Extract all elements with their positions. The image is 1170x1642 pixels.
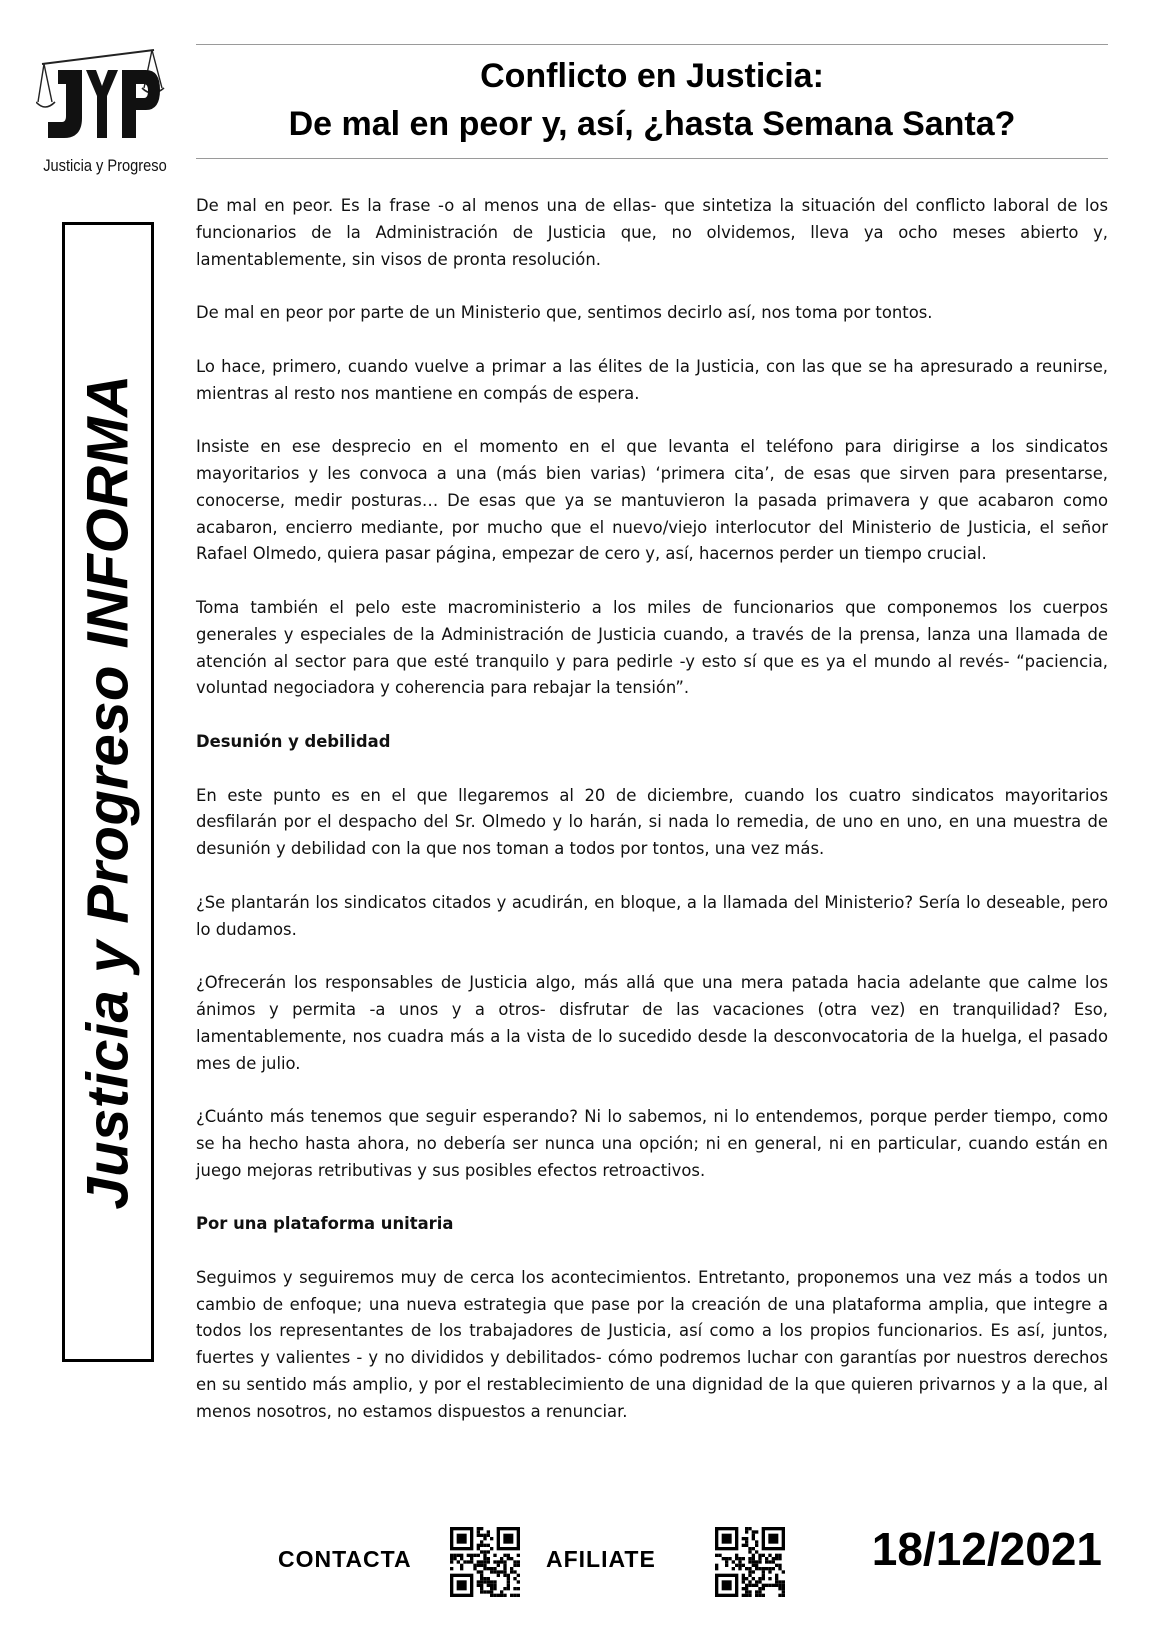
paragraph-5: Toma también el pelo este macroministerio a los miles de funcionarios que componemos los cuerpos generales y especiales de la Administración de Justicia cuando, a través de la prensa, lanza una llamada de atención al sector para que esté tranquilo y para pedirle -y esto sí que es ya el mundo al revés- “paciencia, voluntad negociadora y coherencia para rebajar la tensión”. <box>196 597 1108 698</box>
contact-qr-code[interactable] <box>450 1527 520 1597</box>
affiliate-label: AFILIATE <box>546 1546 656 1572</box>
paragraph-2: De mal en peor por parte de un Ministerio que, sentimos decirlo así, nos toma por tontos. <box>196 303 933 323</box>
title-bottom-rule <box>196 158 1108 159</box>
logo-caption: Justicia y Progreso <box>43 156 167 175</box>
publication-date: 18/12/2021 <box>871 1523 1102 1575</box>
qr-code-icon <box>715 1527 785 1597</box>
affiliate-qr-code[interactable] <box>715 1527 785 1597</box>
paragraph-7: ¿Se plantarán los sindicatos citados y acudirán, en bloque, a la llamada del Ministerio? Sería lo deseable, pero lo dudamos. <box>196 892 1108 939</box>
justice-scales-logo-icon <box>36 40 176 150</box>
title-line-2: De mal en peor y, así, ¿hasta Semana Santa? <box>288 105 1016 143</box>
paragraph-1: De mal en peor. Es la frase -o al menos una de ellas- que sintetiza la situación del conflicto laboral de los funcionarios de la Administración de Justicia que, no olvidemos, lleva ya ocho meses abierto y, lamentablemente, sin visos de pronta resolución. <box>196 196 1108 269</box>
page-title <box>196 52 1108 148</box>
contact-label: CONTACTA <box>278 1546 412 1572</box>
article-body <box>196 193 1108 1452</box>
paragraph-10: Seguimos y seguiremos muy de cerca los acontecimientos. Entretanto, proponemos una vez más a todos un cambio de enfoque; una nueva estrategia que pase por la creación de una plataforma amplia, que integre a todos los representantes de los trabajadores de Justicia, así como a los propios funcionarios. Es así, juntos, fuertes y valientes - y no divididos y debilitados- cómo podremos luchar con garantías por nuestros derechos en su sentido más amplio, y por el restablecimiento de una dignidad de la que quieren privarnos y a la que, al menos nosotros, no estamos dispuestos a renunciar. <box>196 1267 1108 1421</box>
paragraph-4: Insiste en ese desprecio en el momento en el que levanta el teléfono para dirigirse a los sindicatos mayoritarios y les convoca a una (más bien varias) ‘primera cita’, de esas que sirven para presentarse, conocerse, medir posturas… De esas que ya se mantuvieron la pasada primavera y que acabaron como acabaron, encierro mediante, por mucho que el nuevo/viejo interlocutor del Ministerio de Justicia, el señor Rafael Olmedo, quiera pasar página, empezar de cero y, así, hacernos perder un tiempo crucial. <box>196 437 1108 564</box>
title-line-1: Conflicto en Justicia: <box>480 57 824 95</box>
title-top-rule <box>196 44 1108 45</box>
paragraph-8: ¿Ofrecerán los responsables de Justicia algo, más allá que una mera patada hacia adelante que calme los ánimos y permita -a unos y a otros- disfrutar de las vacaciones (otra vez) en tranquilidad? Eso, lamentablemente, nos cuadra más a la vista de lo sucedido desde la desconvocatoria de la huelga, el pasado mes de julio. <box>196 973 1108 1073</box>
paragraph-9: ¿Cuánto más tenemos que seguir esperando? Ni lo sabemos, ni lo entendemos, porque perder tiempo, como se ha hecho hasta ahora, no debería ser nunca una opción; ni en general, ni en particular, cuando están en juego mejoras retributivas y sus posibles efectos retroactivos. <box>196 1107 1108 1180</box>
paragraph-3: Lo hace, primero, cuando vuelve a primar a las élites de la Justicia, con las que se ha apresurado a reunirse, mientras al resto nos mantiene en compás de espera. <box>196 356 1108 403</box>
paragraph-6: En este punto es en el que llegaremos al 20 de diciembre, cuando los cuatro sindicatos mayoritarios desfilarán por el despacho del Sr. Olmedo y lo harán, si nada lo remedia, de uno en uno, en una muestra de desunión y debilidad con la que nos toman a todos por tontos, una vez más. <box>196 785 1108 859</box>
section-heading-plataforma: Por una plataforma unitaria <box>196 1214 454 1234</box>
sidebar-banner <box>62 222 154 1362</box>
qr-code-icon <box>450 1527 520 1597</box>
section-heading-desunion: Desunión y debilidad <box>196 731 391 751</box>
sidebar-vertical-text: Justicia y Progreso INFORMA <box>75 374 141 1210</box>
